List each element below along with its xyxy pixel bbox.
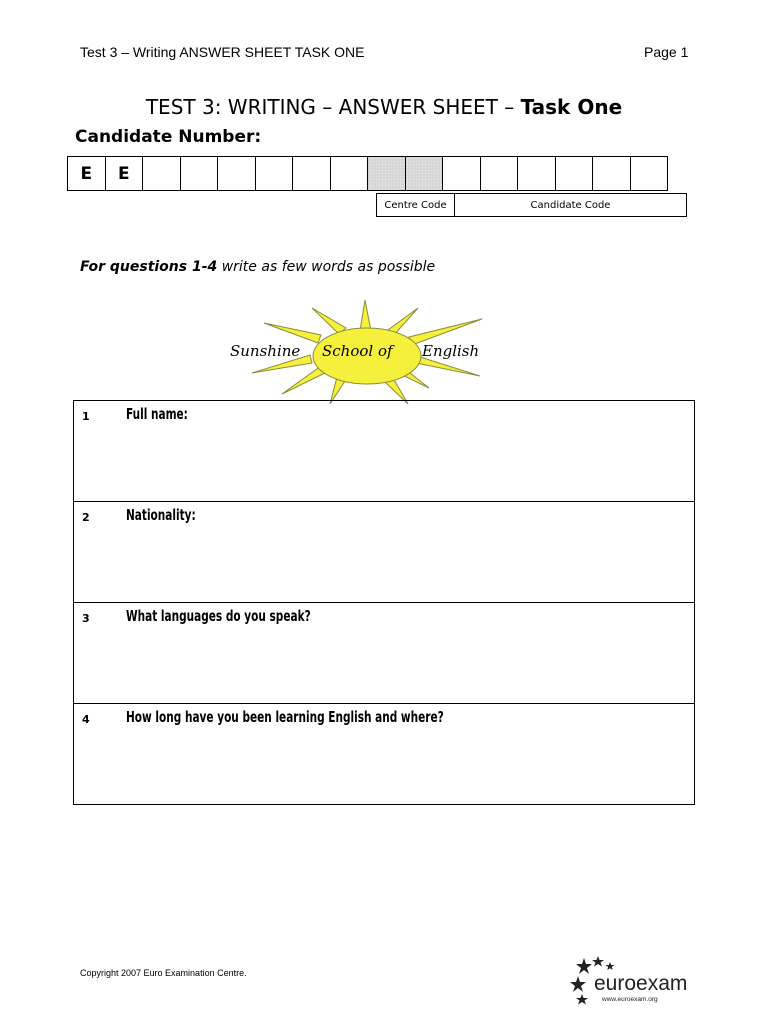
candidate-code-label: Candidate Code: [454, 193, 687, 217]
question-number: 4: [82, 713, 90, 726]
candidate-box[interactable]: [330, 157, 368, 191]
candidate-box[interactable]: [443, 157, 481, 191]
sunshine-school-logo: [226, 298, 506, 404]
candidate-box[interactable]: [143, 157, 181, 191]
candidate-box-shaded: [405, 157, 443, 191]
page-title: [0, 95, 768, 119]
candidate-box[interactable]: [293, 157, 331, 191]
question-text: What languages do you speak?: [126, 607, 311, 625]
logo-text-right: English: [422, 342, 480, 360]
candidate-box[interactable]: E: [105, 157, 143, 191]
question-row[interactable]: [74, 704, 694, 805]
brand-name: euroexam: [594, 972, 688, 995]
code-labels: [376, 193, 687, 217]
instruction-bold: For questions 1-4: [80, 259, 218, 275]
candidate-number-label: Candidate Number:: [75, 127, 262, 147]
title-bold: Task One: [520, 95, 623, 119]
question-row[interactable]: [74, 603, 694, 704]
question-text: Nationality:: [126, 506, 196, 524]
question-number: 3: [82, 612, 90, 625]
copyright-footer: Copyright 2007 Euro Examination Centre.: [80, 968, 247, 978]
question-number: 2: [82, 511, 90, 524]
question-row[interactable]: [74, 401, 694, 502]
candidate-box[interactable]: [218, 157, 256, 191]
candidate-number-grid: [67, 156, 668, 191]
candidate-box[interactable]: E: [68, 157, 106, 191]
instruction-rest: write as few words as possible: [217, 259, 436, 275]
euroexam-logo: [570, 954, 695, 1009]
brand-url: www.euroexam.org: [602, 996, 658, 1003]
page-number: Page 1: [644, 44, 689, 60]
question-row[interactable]: [74, 502, 694, 603]
questions-table: [73, 400, 695, 805]
question-number: 1: [82, 410, 90, 423]
candidate-box[interactable]: [518, 157, 556, 191]
candidate-box-shaded: [368, 157, 406, 191]
candidate-box[interactable]: [630, 157, 668, 191]
candidate-box[interactable]: [593, 157, 631, 191]
question-text: Full name:: [126, 405, 188, 423]
candidate-box[interactable]: [555, 157, 593, 191]
title-main: TEST 3: WRITING – ANSWER SHEET –: [145, 95, 521, 119]
header-title: Test 3 – Writing ANSWER SHEET TASK ONE: [80, 44, 365, 60]
logo-text-left: Sunshine: [230, 342, 301, 360]
candidate-box[interactable]: [180, 157, 218, 191]
logo-text-mid: School of: [322, 342, 393, 360]
candidate-box[interactable]: [255, 157, 293, 191]
instruction: [80, 259, 435, 275]
candidate-box[interactable]: [480, 157, 518, 191]
question-text: How long have you been learning English and where?: [126, 708, 444, 726]
centre-code-label: Centre Code: [376, 193, 455, 217]
